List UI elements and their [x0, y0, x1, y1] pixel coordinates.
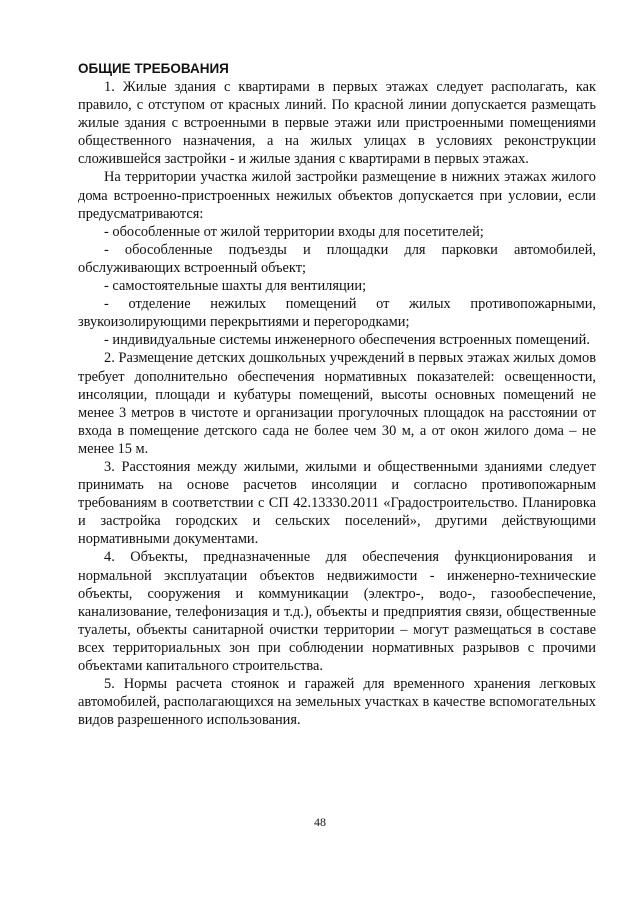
list-item-ventilation: - самостоятельные шахты для вентиляции; [104, 278, 367, 295]
list-item-entrances: - обособленные от жилой территории входы для посетителей; [104, 223, 484, 240]
paragraph-kindergartens: 2. Размещение детских дошкольных учреждений в первых этажах жилых домов требует дополнительно обеспечения нормативных показателей: освещенности, инсоляции, площади и кубатуры помещений, высоты основных помещений не менее 3 метров в чистоте и организации прогулочных площадок на расстоянии от входа в помещение детского сада не более чем 30 м, а от окон жилого дома – не менее 15 м. [78, 350, 596, 457]
document-page [78, 60, 596, 729]
list-item-engineering: - индивидуальные системы инженерного обеспечения встроенных помещений. [104, 332, 590, 349]
paragraph-1: 1. Жилые здания с квартирами в первых этажах следует располагать, как правило, с отступом от красных линий. По красной линии допускается размещать жилые здания с встроенными в первые этажи или пристроенными помещениями общественного назначения, а на жилых улицах в условиях реконструкции сложившейся застройки - и жилые здания с квартирами в первых этажах. [78, 79, 596, 168]
section-heading: ОБЩИЕ ТРЕБОВАНИЯ [78, 61, 229, 76]
paragraph-2: На территории участка жилой застройки размещение в нижних этажах жилого дома встроенно-пристроенных нежилых объектов допускается при условии, если предусматриваются: [78, 169, 596, 222]
paragraph-parking-norms: 5. Нормы расчета стоянок и гаражей для временного хранения легковых автомобилей, располагающихся на земельных участках в качестве вспомогательных видов разрешенного использования. [78, 676, 596, 729]
page-number: 48 [314, 815, 326, 829]
paragraph-utility-objects: 4. Объекты, предназначенные для обеспечения функционирования и нормальной эксплуатации объектов недвижимости - инженерно-технические объекты, сооружения и коммуникации (электро-, водо-, газообеспечение, канализование, телефонизация и т.д.), объекты и предприятия связи, общественные туалеты, объекты санитарной очистки территории – могут размещаться в составе всех территориальных зон при соблюдении нормативных разрывов с прочими объектами капитального строительства. [78, 549, 596, 674]
paragraph-distances: 3. Расстояния между жилыми, жилыми и общественными зданиями следует принимать на основе расчетов инсоляции и согласно противопожарным требованиям в соответствии с СП 42.13330.2011 «Градостроительство. Планировка и застройка городских и сельских поселений», другими действующими нормативными документами. [78, 458, 596, 548]
list-item-separation: - отделение нежилых помещений от жилых противопожарными, звукоизолирующими перекрытиями и перегородками; [78, 296, 596, 331]
list-item-parking: - обособленные подъезды и площадки для парковки автомобилей, обслуживающих встроенный объект; [78, 241, 596, 276]
